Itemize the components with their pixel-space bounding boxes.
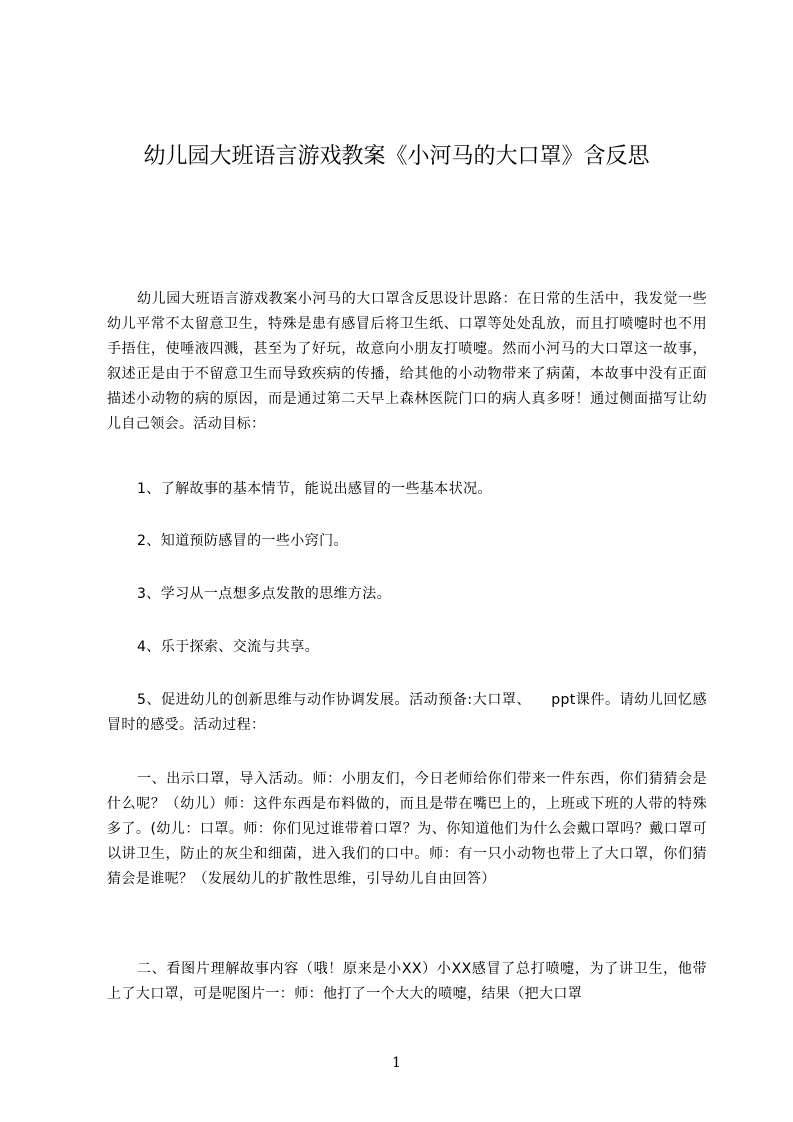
paragraph-goal-1: 1、了解故事的基本情节，能说出感冒的一些基本状况。 bbox=[137, 481, 492, 497]
paragraph-goal-5: 5、促进幼儿的创新思维与动作协调发展。活动预备:大口罩、 ppt课件。请幼儿回忆感冒时的感受。活动过程： bbox=[107, 692, 707, 733]
paragraph-goal-4: 4、乐于探索、交流与共享。 bbox=[137, 639, 320, 655]
paragraph-goal-2: 2、知道预防感冒的一些小窍门。 bbox=[137, 533, 348, 549]
paragraph-goal-3: 3、学习从一点想多点发散的思维方法。 bbox=[137, 586, 392, 602]
paragraph-step-1: 一、出示口罩，导入活动。师：小朋友们，今日老师给你们带来一件东西，你们猜猜会是什么呢？（幼儿）师：这件东西是布料做的，而且是带在嘴巴上的，上班或下班的人带的特殊多了。(幼儿：口罩。师：你们见过谁带着口罩？为、你知道他们为什么会戴口罩吗？戴口罩可以讲卫生，防止的灰尘和细菌，进入我们的口中。师：有一只小动物也带上了大口罩，你们猜猜会是谁呢？（发展幼儿的扩散性思维，引导幼儿自由回答） bbox=[107, 771, 707, 887]
page-title: 幼儿园大班语言游戏教案《小河马的大口罩》含反思 bbox=[143, 144, 650, 169]
paragraph-step-2: 二、看图片理解故事内容（哦！原来是小XX）小XX感冒了总打喷嚏，为了讲卫生，他带上了大口罩，可是呢图片一：师：他打了一个大大的喷嚏，结果（把大口罩 bbox=[107, 961, 707, 1002]
paragraph-intro: 幼儿园大班语言游戏教案小河马的大口罩含反思设计思路：在日常的生活中，我发觉一些幼儿平常不太留意卫生，特殊是患有感冒后将卫生纸、口罩等处处乱放，而且打喷嚏时也不用手捂住，使唾液四溅，甚至为了好玩，故意向小朋友打喷嚏。然而小河马的大口罩这一故事，叙述正是由于不留意卫生而导致疾病的传播，给其他的小动物带来了病菌，本故事中没有正面描述小动物的病的原因，而是通过第二天早上森林医院门口的病人真多呀！通过侧面描写让幼儿自己领会。活动目标： bbox=[107, 291, 707, 432]
page-number: 1 bbox=[392, 1055, 401, 1071]
